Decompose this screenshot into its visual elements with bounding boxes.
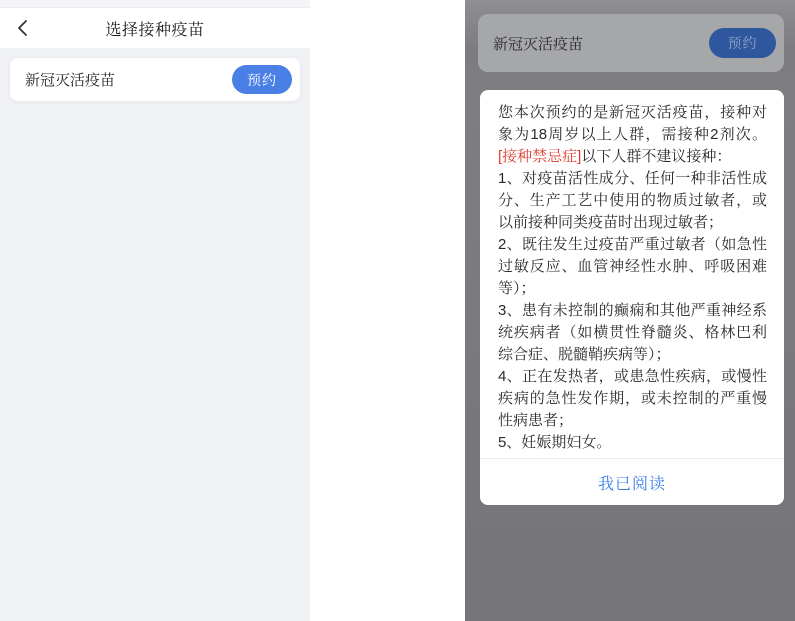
contraindication-item: 1、对疫苗活性成分、任何一种非活性成分、生产工艺中使用的物质过敏者，或以前接种同类疫苗时出现过敏者；	[498, 170, 767, 231]
modal-item-list	[498, 168, 767, 454]
contraindication-modal	[480, 90, 784, 505]
vaccine-name-label: 新冠灭活疫苗	[493, 35, 584, 53]
reserve-button-dimmed: 预约	[709, 28, 776, 58]
vaccine-card[interactable]	[10, 58, 300, 101]
contraindication-warning-text: [接种禁忌症]	[498, 148, 582, 165]
chevron-left-icon	[17, 19, 28, 37]
contraindication-item: 2、既往发生过疫苗严重过敏者（如急性过敏反应、血管神经性水肿、呼吸困难等）；	[498, 236, 767, 297]
contraindication-item: 5、妊娠期妇女。	[498, 434, 612, 451]
vaccine-select-screen-dimmed	[465, 0, 795, 621]
reserve-button[interactable]: 预约	[232, 65, 292, 94]
contraindication-item: 3、患有未控制的癫痫和其他严重神经系统疾病者（如横贯性脊髓炎、格林巴利综合症、脱髓鞘疾病等）；	[498, 302, 767, 363]
confirm-read-button[interactable]: 我已阅读	[592, 470, 672, 495]
back-button[interactable]	[8, 8, 36, 48]
status-bar-strip	[0, 0, 310, 8]
modal-footer	[480, 458, 784, 505]
page-title: 选择接种疫苗	[105, 21, 205, 39]
modal-body	[480, 90, 784, 458]
modal-intro-segment: 以下人群不建议接种：	[581, 148, 732, 165]
vaccine-select-screen	[0, 0, 310, 621]
vaccine-name-label: 新冠灭活疫苗	[25, 72, 116, 89]
app-header	[0, 8, 310, 49]
vaccine-card-dimmed	[478, 14, 784, 72]
contraindication-item: 4、正在发热者，或患急性疾病，或慢性疾病的急性发作期，或未控制的严重慢性病患者；	[498, 368, 767, 429]
modal-intro-text	[498, 102, 767, 168]
modal-intro-segment: 您本次预约的是新冠灭活疫苗，接种对象为18周岁以上人群，需接种2剂次。	[498, 104, 767, 143]
